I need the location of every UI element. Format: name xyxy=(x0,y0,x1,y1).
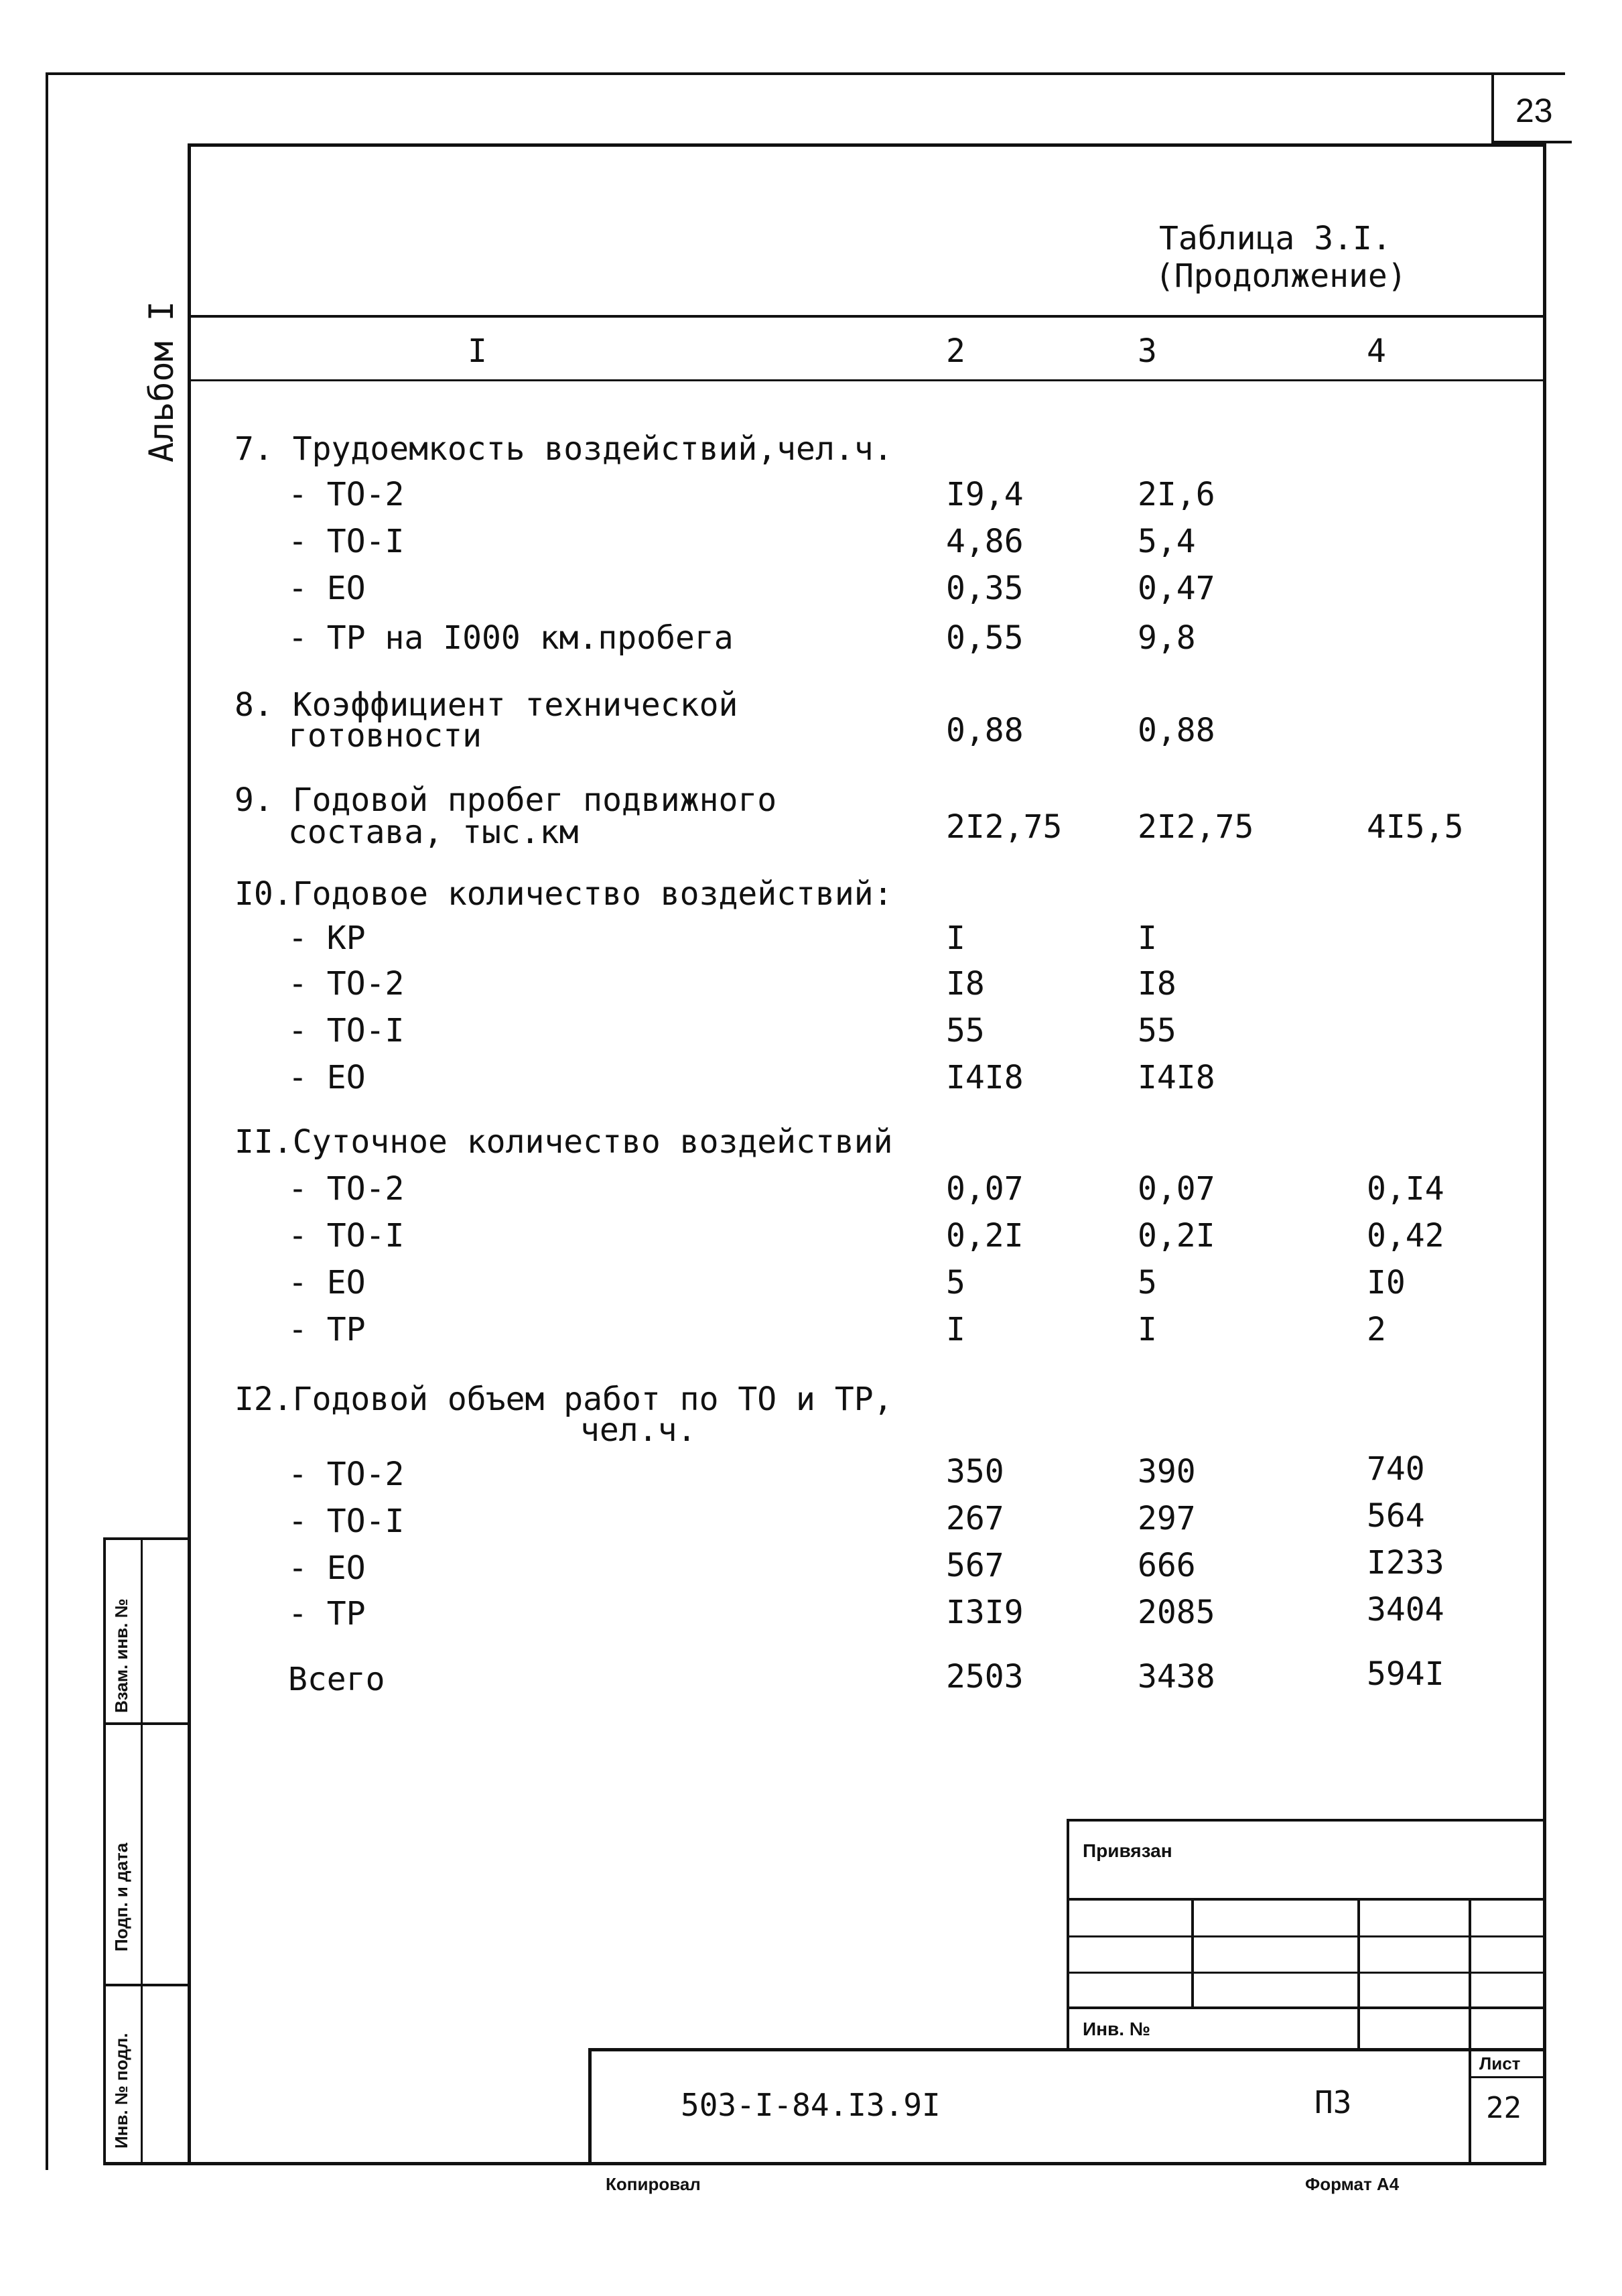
stamp-grid-v1 xyxy=(1191,1898,1194,2009)
side-stamp-outer-left xyxy=(103,1539,106,2165)
row-value-col3: 2I,6 xyxy=(1138,476,1215,513)
sheet-number-top: 23 xyxy=(1515,92,1553,129)
stamp-doc-type: ПЗ xyxy=(1314,2084,1352,2120)
album-label: Альбом I xyxy=(142,301,181,462)
row-label: - ЕО xyxy=(288,1549,366,1587)
row-label-continued: состава, тыс.км xyxy=(288,814,579,851)
row-label: - ТО-2 xyxy=(288,476,405,513)
row-value-col2: 2503 xyxy=(946,1658,1024,1696)
table-title: Таблица 3.I. xyxy=(1159,220,1392,257)
row-value-col2: I8 xyxy=(946,965,985,1003)
col-header-4: 4 xyxy=(1367,332,1386,370)
row-value-col3: I xyxy=(1138,1311,1157,1348)
side-stamp-inner-left xyxy=(141,1539,143,2165)
row-label-continued: готовности xyxy=(288,717,482,755)
col-header-1: I xyxy=(468,332,487,370)
row-value-col4: 0,42 xyxy=(1367,1217,1444,1255)
row-label: - ТО-2 xyxy=(288,965,405,1003)
row-value-col3: 0,07 xyxy=(1138,1170,1215,1208)
row-value-col2: 2I2,75 xyxy=(946,808,1063,846)
stamp-list-number: 22 xyxy=(1486,2091,1522,2125)
row-value-col2: 0,88 xyxy=(946,712,1024,749)
row-value-col3: 0,88 xyxy=(1138,712,1215,749)
row-value-col2: 4,86 xyxy=(946,523,1024,560)
row-value-col4: 2 xyxy=(1367,1311,1386,1348)
col-header-2: 2 xyxy=(946,332,965,370)
row-value-col3: 9,8 xyxy=(1138,619,1196,657)
row-value-col3: 297 xyxy=(1138,1500,1196,1537)
row-label: 9. Годовой пробег подвижного xyxy=(234,781,777,819)
row-value-col2: 0,55 xyxy=(946,619,1024,657)
row-value-col2: I3I9 xyxy=(946,1594,1024,1631)
stamp-privyazan-top xyxy=(1067,1819,1546,1822)
row-label-total: Всего xyxy=(288,1661,385,1698)
row-value-col3: 55 xyxy=(1138,1012,1176,1049)
header-rule-top xyxy=(191,315,1544,318)
row-value-col3: 5 xyxy=(1138,1264,1157,1301)
footer-format: Формат А4 xyxy=(1305,2174,1400,2194)
row-label: I2.Годовой объем работ по ТО и ТР, xyxy=(234,1381,893,1418)
inner-frame-top xyxy=(189,143,1546,147)
row-label: - ТО-I xyxy=(288,523,405,560)
row-value-col3: 390 xyxy=(1138,1453,1196,1490)
row-label: - ТР xyxy=(288,1311,366,1348)
row-value-col3: 666 xyxy=(1138,1547,1196,1584)
row-label: I0.Годовое количество воздействий: xyxy=(234,875,893,913)
row-label-continued: чел.ч. xyxy=(580,1411,697,1449)
row-value-col3: I8 xyxy=(1138,965,1176,1003)
row-label: - ТО-I xyxy=(288,1503,405,1540)
stamp-grid-v3 xyxy=(1469,1898,1471,2165)
stamp-inv-no-label: Инв. № xyxy=(1083,2019,1151,2039)
inner-frame-right xyxy=(1543,143,1546,2165)
side-stamp-div1 xyxy=(103,1722,189,1725)
stamp-list-label: Лист xyxy=(1479,2053,1521,2074)
row-value-col3: I xyxy=(1138,919,1157,957)
row-value-col3: 0,47 xyxy=(1138,570,1215,607)
stamp-grid-h3 xyxy=(1067,1972,1546,1974)
row-value-col3: 5,4 xyxy=(1138,523,1196,560)
stamp-grid-h2 xyxy=(1067,1935,1546,1937)
row-label: 8. Коэффициент технической xyxy=(234,686,738,724)
side-stamp-top xyxy=(103,1537,189,1540)
footer-copied: Копировал xyxy=(606,2174,701,2194)
header-rule-bottom xyxy=(191,379,1544,381)
row-value-col2: 350 xyxy=(946,1453,1004,1490)
row-value-col4: 740 xyxy=(1367,1450,1425,1488)
side-stamp-div2 xyxy=(103,1984,189,1986)
side-stamp-vzam-inv: Взам. инв. № xyxy=(111,1598,131,1713)
row-label: - ТР на I000 км.пробега xyxy=(288,619,734,657)
outer-frame-top xyxy=(46,72,1565,75)
side-stamp-inv-podl: Инв. № подл. xyxy=(111,2033,131,2149)
row-label: - ТО-I xyxy=(288,1012,405,1049)
col-header-3: 3 xyxy=(1138,332,1157,370)
row-label: - КР xyxy=(288,919,366,957)
row-value-col2: I4I8 xyxy=(946,1059,1024,1096)
row-value-col4: I0 xyxy=(1367,1264,1406,1301)
row-label: - ТР xyxy=(288,1595,366,1633)
row-value-col3: 2I2,75 xyxy=(1138,808,1254,846)
row-value-col2: 267 xyxy=(946,1500,1004,1537)
row-value-col2: I xyxy=(946,919,965,957)
row-value-col4: I233 xyxy=(1367,1544,1444,1582)
row-value-col4: 0,I4 xyxy=(1367,1170,1444,1208)
title-block-top xyxy=(588,2048,1546,2051)
row-label: - ТО-I xyxy=(288,1217,405,1255)
stamp-privyazan-label: Привязан xyxy=(1083,1840,1172,1861)
row-value-col4: 594I xyxy=(1367,1655,1444,1693)
title-block-left xyxy=(588,2048,592,2165)
stamp-doc-code: 503-I-84.I3.9I xyxy=(681,2087,941,2123)
stamp-grid-h1 xyxy=(1067,1898,1546,1901)
row-label: 7. Трудоемкость воздействий,чел.ч. xyxy=(234,430,893,468)
row-value-col2: I xyxy=(946,1311,965,1348)
row-value-col2: I9,4 xyxy=(946,476,1024,513)
row-value-col4: 3404 xyxy=(1367,1591,1444,1629)
side-stamp-podp-data: Подп. и дата xyxy=(111,1842,131,1952)
row-value-col2: 5 xyxy=(946,1264,965,1301)
row-label: - ТО-2 xyxy=(288,1170,405,1208)
row-value-col3: 3438 xyxy=(1138,1658,1215,1696)
row-value-col2: 567 xyxy=(946,1547,1004,1584)
inner-frame-bottom xyxy=(103,2162,1546,2165)
inner-frame-left xyxy=(188,143,191,2165)
sheet-box-left xyxy=(1491,72,1494,142)
row-value-col4: 564 xyxy=(1367,1497,1425,1535)
stamp-grid-v2 xyxy=(1357,1898,1360,2051)
row-value-col2: 0,35 xyxy=(946,570,1024,607)
stamp-grid-h4 xyxy=(1067,2006,1546,2009)
row-value-col3: 2085 xyxy=(1138,1594,1215,1631)
row-label: II.Суточное количество воздействий xyxy=(234,1123,893,1161)
table-subtitle: (Продолжение) xyxy=(1155,257,1407,295)
row-value-col3: 0,2I xyxy=(1138,1217,1215,1255)
outer-frame-left xyxy=(46,72,48,2170)
row-label: - ЕО xyxy=(288,570,366,607)
row-label: - ТО-2 xyxy=(288,1456,405,1493)
row-value-col2: 0,07 xyxy=(946,1170,1024,1208)
row-value-col3: I4I8 xyxy=(1138,1059,1215,1096)
title-block-list-div xyxy=(1469,2076,1546,2078)
row-value-col4: 4I5,5 xyxy=(1367,808,1464,846)
row-value-col2: 0,2I xyxy=(946,1217,1024,1255)
row-label: - ЕО xyxy=(288,1059,366,1096)
row-value-col2: 55 xyxy=(946,1012,985,1049)
row-label: - ЕО xyxy=(288,1264,366,1301)
